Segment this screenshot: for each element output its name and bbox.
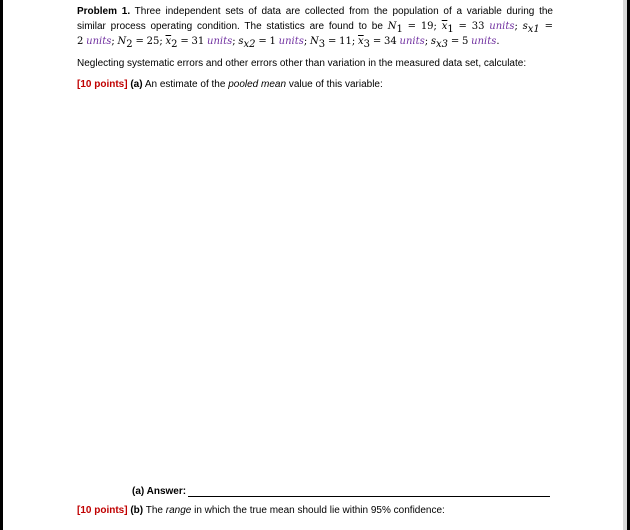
- n3-value: 11: [339, 36, 352, 47]
- part-a-points: [10 points]: [77, 79, 128, 90]
- part-b-text-after: in which the true mean should lie within 95% confidence:: [194, 505, 445, 516]
- n1-value: 19: [420, 21, 434, 32]
- part-a-emphasis: pooled mean: [228, 79, 287, 90]
- s3-value: 5: [462, 36, 469, 47]
- s2-value: 1: [269, 36, 276, 47]
- problem-intro-b: similar process operating condition. The statistics are found to be: [77, 21, 383, 32]
- x1-value: 33: [471, 21, 485, 32]
- problem-statement: Problem 1. Three independent sets of data are collected from the population of a variable during the similar process operating condition. The statistics are found to be $N_1 = 19$; $\overline{x}_1 = 33$ units; $s_{x1}$ = 2 units; $N_2 = 25$; $\overline{x}_2 = 31$ units; $s_{x2} = 1$ units; $N_3 = 11$; $\overline{x}_3 = 34$ units; $s_{x3} = 5$ units.: [77, 6, 553, 50]
- unit-5: units: [399, 36, 425, 47]
- part-b-label: (b): [130, 505, 144, 516]
- problem-intro-a: Three independent sets of data are collected from the population of a variable during the: [134, 6, 553, 17]
- instruction-text: Neglecting systematic errors and other errors other than variation in the measured data set, calculate:: [77, 58, 527, 69]
- part-b-question: [77, 505, 445, 516]
- unit-6: units: [471, 36, 497, 47]
- unit-1: units: [489, 21, 515, 32]
- part-b-points: [10 points]: [77, 505, 128, 516]
- x2-value: 31: [191, 36, 205, 47]
- part-a-question: [77, 77, 553, 92]
- unit-4: units: [278, 36, 304, 47]
- x3-value: 34: [383, 36, 397, 47]
- part-a-label: (a): [130, 79, 143, 90]
- part-b-emphasis: range: [165, 505, 192, 516]
- part-a-text-after: value of this variable:: [288, 79, 383, 90]
- answer-a-line[interactable]: [188, 496, 550, 497]
- left-border: [0, 0, 3, 530]
- problem-label: Problem 1.: [77, 6, 131, 17]
- part-a-text-before: An estimate of the: [144, 79, 226, 90]
- unit-3: units: [207, 36, 233, 47]
- unit-2: units: [86, 36, 112, 47]
- part-b-text-before: The: [145, 505, 163, 516]
- s1-value: 2: [77, 36, 84, 47]
- answer-a-label: (a) Answer:: [132, 486, 187, 497]
- document-page: [77, 4, 553, 92]
- n2-value: 25: [146, 36, 160, 47]
